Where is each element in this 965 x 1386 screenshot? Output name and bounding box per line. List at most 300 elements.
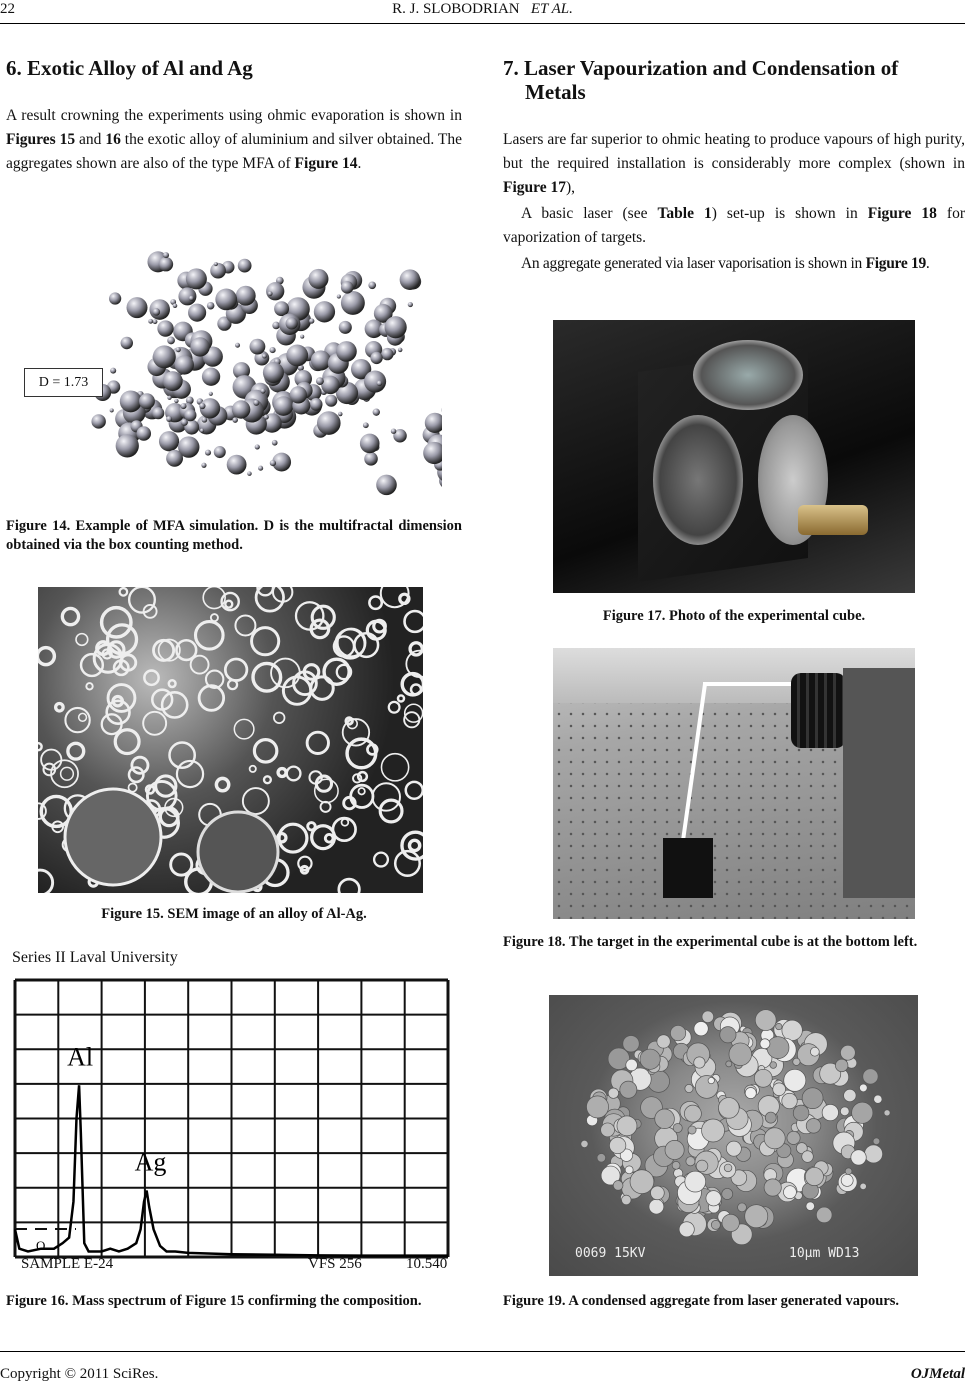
sem-particle [374,853,388,867]
mfa-sphere [109,292,121,304]
aggregate-particle [816,1207,832,1223]
figure-14-caption: Figure 14. Example of MFA simulation. D is the multifractal dimension obtained via the box counting method. [6,518,462,553]
sem-particle [56,704,63,711]
mfa-sphere [166,416,172,422]
aggregate-particle [651,1186,665,1200]
aggregate-particle [617,1116,637,1136]
mfa-sphere [176,347,181,352]
sem-particle [404,712,419,727]
mfa-sphere [120,390,142,412]
large-sphere [65,789,161,885]
sem-particle [287,767,301,781]
aggregate-particle [783,1186,796,1199]
sem-particle [254,740,276,762]
figure-19-caption: Figure 19. A condensed aggregate from laser generated vapours. [503,1293,900,1309]
mfa-sphere [110,368,116,374]
mfa-sphere [232,400,250,418]
mfa-sphere [247,471,252,476]
spectrum-plot [8,944,458,1280]
aggregate-particle [787,1131,800,1144]
mfa-sphere [175,355,194,374]
aggregate-particle [754,1069,772,1087]
mfa-sphere [338,412,342,416]
sem-particle [358,772,367,781]
aggregate-particle [745,1087,756,1098]
mfa-sphere [186,268,207,289]
aggregate-particle [764,1179,781,1196]
aggregate-particle [726,1061,732,1067]
sem-particle [76,634,88,646]
sem-particle [296,602,323,629]
mfa-sphere [341,291,365,315]
section-7-paragraph-1: Lasers are far superior to ohmic heating to produce vapours of high purity, but the required installation is considerably more complex (shown in Figure 17), [503,131,965,196]
aggregate-particle [806,1202,815,1211]
sem-particle [406,782,423,799]
mfa-sphere [209,392,213,396]
mfa-sphere [314,301,335,322]
sem-particle [234,719,254,739]
mfa-sphere [373,409,380,416]
mfa-sphere [423,442,442,464]
aggregate-particle [726,1141,741,1156]
aggregate-particle [782,1093,797,1108]
figure-15-caption: Figure 15. SEM image of an alloy of Al-Ag. [101,906,367,922]
mfa-sphere [190,337,209,356]
sem-particle [129,587,155,613]
section-7-paragraph-2: A basic laser (see Table 1) set-up is shown in Figure 18 for vaporization of targets. [503,205,965,246]
aggregate-particle [694,1021,708,1035]
mfa-sphere [152,407,164,419]
mfa-sphere [339,321,352,334]
sem-particle [120,588,128,596]
mfa-sphere [210,263,226,279]
mfa-sphere [227,455,247,475]
footer-copyright: Copyright © 2011 SciRes. [0,1366,159,1382]
running-title-etal: ET AL. [530,1,573,17]
sem-particle [339,879,360,893]
mfa-sphere [167,396,171,400]
chart-footer-sample: SAMPLE E-24 [21,1256,114,1272]
sem-alloy-image [38,587,423,893]
mfa-sphere [269,347,275,353]
mfa-sphere [310,398,323,411]
mfa-sphere [286,317,298,329]
mfa-sphere [364,371,386,393]
aggregate-particle [684,1105,701,1122]
mfa-sphere [205,450,211,456]
sem-particle [108,625,137,654]
figure-18-photo-laser-setup [553,648,915,919]
aggregate-particle [672,1161,680,1169]
mfa-sphere [300,335,304,339]
sem-particle [61,767,74,780]
mfa-sphere [153,345,176,368]
aggregate-particle [608,1088,618,1098]
sem-particle [250,766,256,772]
mfa-sphere [116,434,139,457]
aggregate-particle [657,1035,670,1048]
sem-particle [405,611,423,632]
header-rule [0,23,965,24]
mfa-sphere [263,362,284,383]
mfa-sphere [391,428,396,433]
aggregate-particle [597,1154,606,1163]
sem-particle [143,712,166,735]
sem-particle [410,643,422,655]
aggregate-particle [755,1010,776,1031]
sem-particle [342,819,349,826]
mfa-sphere [236,286,256,306]
sem-particle [358,788,364,794]
mfa-sphere [163,252,169,258]
mfa-sphere [167,337,175,345]
aggregate-particle [765,1112,776,1123]
sem-particle [162,692,187,717]
sem-particle [389,702,400,713]
sem-particle [381,754,408,781]
mfa-sphere [255,444,260,449]
sem-particle [398,695,404,701]
equipment-rack [843,668,915,898]
aggregate-particle [738,1203,747,1212]
mfa-sphere [253,400,259,406]
footer-rule [0,1351,965,1352]
mfa-sphere [159,257,173,271]
mfa-sphere [336,341,357,362]
sem-particle [333,818,356,841]
aggregate-particle [835,1059,848,1072]
mfa-sphere [174,399,178,403]
aggregate-particle [760,1039,770,1049]
mfa-sphere [376,475,397,496]
aggregate-particle [784,1069,806,1091]
sem-particle [86,683,92,689]
sem-particle [38,648,54,665]
mfa-sphere [153,308,161,316]
section-6-title: 6. Exotic Alloy of Al and Ag [6,56,253,80]
aggregate-particle [859,1084,867,1092]
sem-particle [216,778,228,790]
aggregate-particle [640,1049,660,1069]
section-7-title: 7. Laser Vapourization and Condensation of Metals [503,56,899,104]
sem-particle [400,594,409,603]
mfa-sphere [258,466,263,471]
mfa-sphere [153,319,158,324]
mfa-sphere [136,426,151,441]
aggregate-particle [626,1059,638,1071]
aggregate-particle [770,1062,777,1069]
aggregate-particle [720,1027,736,1043]
mfa-sphere [308,269,328,289]
mfa-sphere [91,414,105,428]
sem-particle [264,776,271,783]
cube-connector [798,505,868,535]
aggregate-particle [793,1105,809,1121]
aggregate-particle [695,1075,718,1098]
mfa-sphere [274,396,294,416]
figure-17-caption: Figure 17. Photo of the experimental cube. [602,608,866,624]
mfa-sphere [360,434,380,454]
aggregate-particle [696,1160,708,1172]
mfa-sphere [166,450,183,467]
sem-particle [225,601,232,608]
mfa-sphere [121,337,133,349]
mfa-sphere [317,411,341,435]
mfa-sphere [381,348,393,360]
aggregate-particle [620,1081,637,1098]
mfa-sphere [400,269,421,290]
mfa-sphere [325,395,337,407]
aggregate-particle [649,1199,664,1214]
sem-particle [171,854,192,875]
aggregate-particle [776,1023,782,1029]
sem-particle [41,750,61,770]
mfa-sphere [268,291,273,296]
sem-particle [354,633,378,657]
mfa-sphere [189,296,194,301]
aggregate-particle [722,1214,739,1231]
sem-label-left: 0069 15KV [575,1246,646,1261]
mfa-sphere [110,408,114,412]
mfa-sphere [214,262,218,266]
mfa-sphere [266,282,284,300]
mfa-sphere [207,302,215,310]
sem-particle [129,768,143,782]
mfa-sphere [180,403,186,409]
mfa-sphere [200,428,204,432]
figure-19-sem-condensed-aggregate [549,995,918,1276]
sem-particle [274,712,285,723]
mfa-sphere [341,281,354,294]
mfa-sphere [149,299,170,320]
aggregate-particle [860,1183,866,1189]
sem-particle [195,622,223,650]
sem-particle [278,834,286,842]
aggregate-particle [601,1123,615,1137]
sem-particle [308,823,316,831]
aggregate-particle [806,1118,821,1133]
aggregate-particle [864,1145,882,1163]
running-title-authors: R. J. SLOBODRIAN [392,1,520,17]
mfa-sphere [199,403,205,409]
mfa-sphere [262,354,267,359]
sem-particle [252,628,279,655]
aggregate-particle [767,1037,789,1059]
aggregate-particle [702,1119,725,1142]
aggregate-particle [613,1181,623,1191]
aggregate-particle [802,1151,814,1163]
mfa-sphere [178,287,196,305]
aggregate-particle [764,1128,785,1149]
aggregate-particle [670,1025,685,1040]
chart-title: Series II Laval University [12,949,178,966]
chart-footer-scale: 10.540 [406,1256,448,1272]
sem-particle [211,614,218,621]
aggregate-image [549,995,918,1276]
sem-particle [279,824,307,852]
mfa-sphere [316,377,324,385]
sem-particle [79,713,87,721]
mfa-sphere [173,303,178,308]
mfa-sphere [290,386,307,403]
mfa-sphere [377,381,383,387]
section-7-paragraph-3: An aggregate generated via laser vaporisation is shown in Figure 19. [521,255,930,272]
figure-16-mass-spectrum [8,944,458,1280]
aggregate-particle [711,1220,720,1229]
sem-particle [369,596,381,608]
figure-18-caption: Figure 18. The target in the experimental cube is at the bottom left. [503,934,918,950]
aggregate-particle [822,1104,838,1120]
aggregate-particle [884,1110,890,1116]
sem-particle [144,671,158,685]
peak-label-ag: Ag [134,1147,167,1177]
aggregate-particle [782,1020,802,1040]
mfa-sphere [214,446,226,458]
aggregate-particle [863,1069,878,1084]
sem-particle [132,757,148,773]
aggregate-particle [685,1171,706,1192]
aggregate-particle [873,1138,880,1145]
aggregate-particle [655,1109,675,1129]
mfa-sphere [127,297,148,318]
peak-label-al: Al [67,1042,94,1072]
sem-particle [68,743,84,759]
aggregate-particle [840,1107,849,1116]
origin-label: O [36,1238,46,1253]
aggregate-particle [840,1045,855,1060]
aggregate-particle [718,1098,739,1119]
sem-particle [325,834,333,842]
figure-17-photo-experimental-cube [553,320,915,593]
mfa-sphere [398,348,403,353]
figure-14-mfa-simulation [20,238,442,508]
mfa-sphere [364,452,378,466]
sem-particle [102,608,131,637]
mfa-sphere [408,302,413,307]
running-title [0,1,965,18]
mfa-sphere [321,376,339,394]
laser-beam-vertical [679,684,707,853]
aggregate-particle [729,1043,752,1066]
sem-particle [373,783,400,810]
mfa-sphere [311,350,331,370]
mfa-sphere [337,294,341,298]
aggregate-particle [773,1083,786,1096]
sem-particle [225,659,247,681]
aggregate-particle [845,1168,852,1175]
aggregate-particle [685,1084,693,1092]
aggregate-particle [623,1036,639,1052]
cube-front-flange [653,415,743,545]
aggregate-particle [724,1164,732,1172]
figure-16-caption: Figure 16. Mass spectrum of Figure 15 confirming the composition. [6,1293,422,1309]
sem-particle [62,608,78,624]
cube-top-window [693,340,803,410]
aggregate-particle [802,1088,823,1109]
mfa-sphere [264,414,269,419]
section-6-paragraph: A result crowning the experiments using ohmic evaporation is shown in Figures 15 and 16 the exotic alloy of aluminium and silver obtained. The aggregates shown are also of the type MFA of Figure 14. [6,107,462,172]
dimension-label: D = 1.73 [24,368,103,397]
aggregate-particle [609,1137,625,1153]
mfa-sphere [202,368,220,386]
sem-particle [38,743,42,750]
aggregate-particle [586,1096,608,1118]
aggregate-particle [679,1222,694,1237]
aggregate-particle [708,1077,714,1083]
aggregate-particle [851,1150,866,1165]
sem-particle [253,663,281,691]
sem-particle [278,769,286,777]
aggregate-particle [745,1205,768,1228]
experimental-cube [663,838,713,898]
mfa-sphere [250,339,266,355]
mfa-sphere [368,281,376,289]
large-sphere [198,812,278,892]
sem-particle [243,788,269,814]
sem-particle [409,840,419,850]
mfa-sphere [139,393,155,409]
mfa-sphere [201,463,206,468]
sem-particle [256,587,283,611]
page-number: 22 [0,1,15,17]
sem-particle [38,870,53,893]
mfa-sphere [309,318,314,323]
mfa-sphere [202,417,208,423]
aggregate-particle [844,1089,856,1101]
aggregate-particle [686,1157,695,1166]
aggregate-particle [621,1195,631,1205]
aggregate-particle [722,1188,733,1199]
mfa-sphere [363,422,369,428]
footer-journal: OJMetal [910,1366,965,1382]
aggregate-particle [673,1123,682,1132]
chart-footer-vfs: VFS 256 [308,1256,362,1272]
mfa-sphere [215,289,237,311]
mfa-sphere [385,316,407,338]
figure-15-sem-image [38,587,423,893]
mfa-sphere [188,304,206,322]
sem-particle [169,680,176,687]
mfa-sphere [148,319,153,324]
mfa-sphere [286,345,308,367]
aggregate-particle [694,1057,705,1068]
mfa-sphere [370,352,382,364]
aggregate-particle [852,1102,873,1123]
aggregate-particle [702,1011,714,1023]
mfa-sphere [235,343,240,348]
sem-particle [307,732,328,753]
sem-particle [115,730,139,754]
mfa-sphere [272,440,278,446]
aggregate-particle [841,1174,853,1186]
mfa-sphere [238,259,252,273]
sem-particle [235,616,255,636]
mfa-sphere [163,371,183,391]
sem-particle [81,654,103,676]
aggregate-particle [793,1058,800,1065]
aggregate-particle [688,1126,696,1134]
aggregate-particle [706,1191,721,1206]
mfa-sphere [157,320,173,336]
aggregate-particle [874,1095,882,1103]
sem-particle [199,686,224,711]
mfa-sphere [159,431,179,451]
sem-label-right: 10µm WD13 [789,1246,860,1261]
aggregate-particle [625,1166,633,1174]
mfa-sphere [272,322,280,330]
aggregate-particle [665,1140,684,1159]
mfa-sphere [232,417,238,423]
